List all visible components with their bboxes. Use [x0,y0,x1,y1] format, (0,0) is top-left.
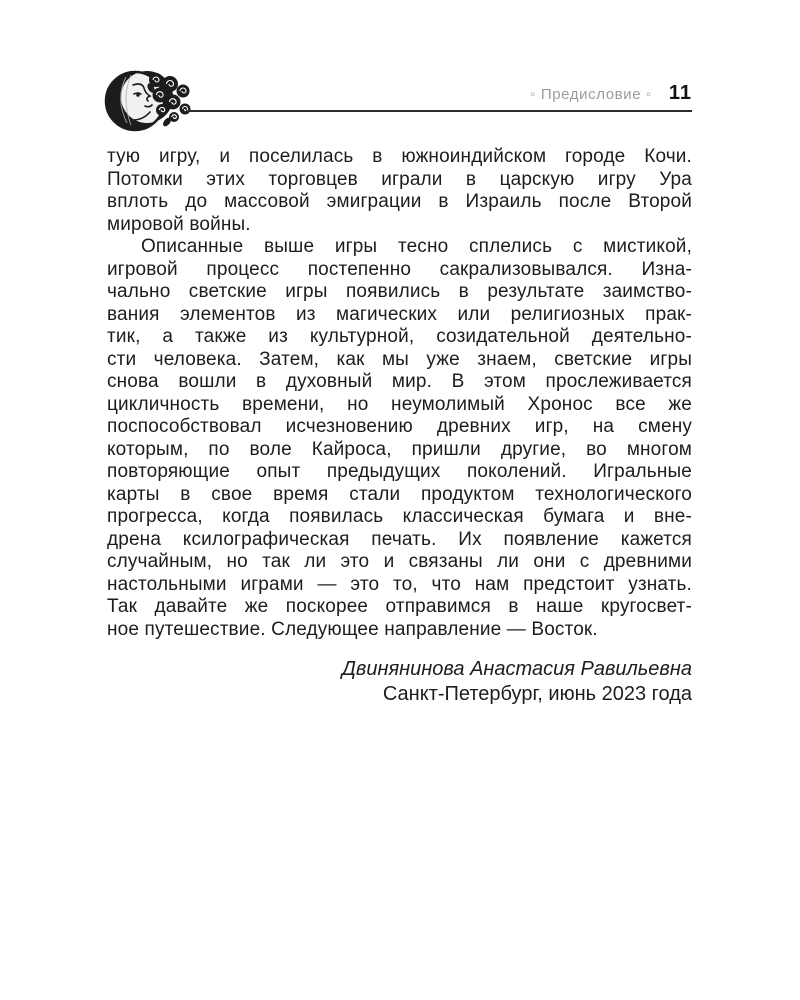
paragraph [107,236,692,641]
header-rule [186,110,692,112]
text-line: дрена ксилографическая печать. Их появление кажется [107,528,692,550]
signature-author: Двинянинова Анастасия Равильевна [341,658,692,680]
text-line: поспособствовал исчезновению древних игр, на смену [107,416,692,437]
crescent-moon-face-roses-icon [104,64,192,134]
body-text [107,146,692,641]
text-line: вплоть до массовой эмиграции в Израиль после Второй [107,191,692,212]
signature-block [342,657,692,706]
text-line: настольными играми — это то, что нам предстоит узнать. [107,573,692,595]
text-line: мировой войны. [107,213,251,235]
text-line: прогресса, когда появилась классическая бумага и вне- [107,506,692,527]
text-line: цикличность времени, но неумолимый Хронос все же [107,393,692,415]
text-line: Потомки этих торговцев играли в царскую игру Ура [107,168,692,190]
text-line: тую игру, и поселилась в южноиндийском городе Кочи. [107,146,692,167]
signature-place-date: Санкт-Петербург, июнь 2023 года [382,682,692,705]
text-line: которым, по воле Кайроса, пришли другие, во многом [107,438,692,460]
text-line: тик, а также из культурной, созидательной деятельно- [107,326,692,347]
text-line: сти человека. Затем, как мы уже знаем, светские игры [107,348,692,370]
page-number: 11 [668,82,692,104]
text-line: Описанные выше игры тесно сплелись с мистикой, [141,236,692,257]
text-line: снова вошли в духовный мир. В этом прослеживается [107,371,692,392]
text-line: повторяющие опыт предыдущих поколений. Игральные [107,461,692,482]
running-head: ◦ Предисловие ◦ [530,86,652,103]
text-line: случайным, но так ли это и связаны ли они с древними [107,551,692,572]
text-line: игровой процесс постепенно сакрализовывался. Изна- [107,258,692,280]
text-line: чально светские игры появились в результате заимство- [107,281,692,302]
text-line: Так давайте же поскорее отправимся в наше кругосвет- [107,596,692,617]
page-header [530,82,692,105]
text-line: ное путешествие. Следующее направление — Восток. [107,618,598,640]
paragraph-continuation [107,146,692,236]
text-line: вания элементов из магических или религиозных прак- [107,303,692,325]
text-line: карты в свое время стали продуктом технологического [107,483,692,505]
